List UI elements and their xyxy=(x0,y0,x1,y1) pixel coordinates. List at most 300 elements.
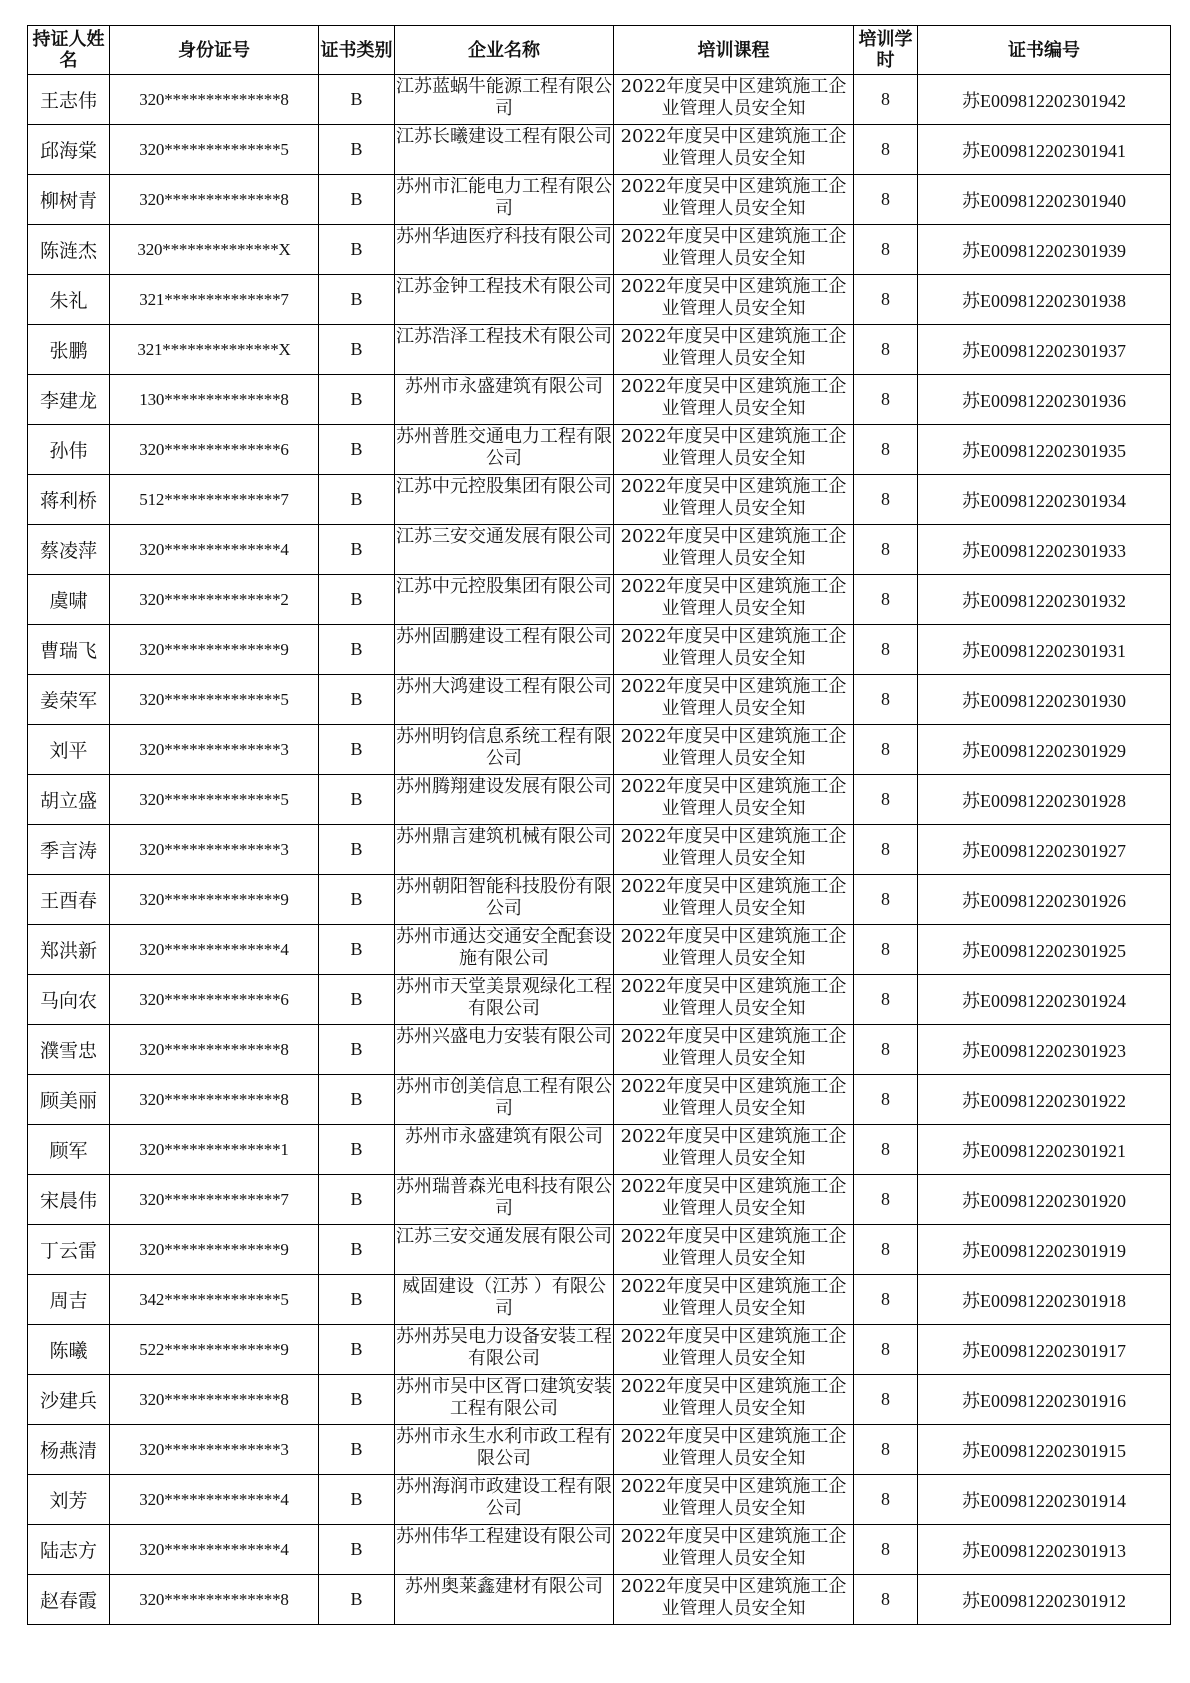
cert-type-cell: B xyxy=(319,175,395,225)
holder-name-cell: 沙建兵 xyxy=(28,1375,110,1425)
company-cell-text: 江苏中元控股集团有限公司 xyxy=(396,476,612,497)
company-cell xyxy=(395,1025,614,1075)
id-number-cell: 320**************8 xyxy=(110,1575,319,1625)
cert-number-cell: 苏E009812202301921 xyxy=(918,1125,1171,1175)
company-cell xyxy=(395,75,614,125)
course-cell-text: 2022年度吴中区建筑施工企业管理人员安全知 xyxy=(620,276,847,319)
table-row xyxy=(28,125,1171,175)
holder-name-cell: 濮雪忠 xyxy=(28,1025,110,1075)
hours-cell: 8 xyxy=(854,1525,918,1575)
id-number-cell: 320**************3 xyxy=(110,1425,319,1475)
holder-name-cell: 刘芳 xyxy=(28,1475,110,1525)
id-number-cell: 320**************3 xyxy=(110,825,319,875)
course-cell-text: 2022年度吴中区建筑施工企业管理人员安全知 xyxy=(620,576,847,619)
hours-cell: 8 xyxy=(854,825,918,875)
course-cell xyxy=(614,1075,854,1125)
hours-cell: 8 xyxy=(854,1225,918,1275)
cert-type-cell: B xyxy=(319,725,395,775)
company-cell xyxy=(395,225,614,275)
holder-name-cell: 杨燕清 xyxy=(28,1425,110,1475)
hours-cell: 8 xyxy=(854,525,918,575)
header-course: 培训课程 xyxy=(614,26,854,75)
holder-name-cell: 柳树青 xyxy=(28,175,110,225)
id-number-cell: 320**************4 xyxy=(110,1525,319,1575)
course-cell-text: 2022年度吴中区建筑施工企业管理人员安全知 xyxy=(620,926,847,969)
holder-name-cell: 陆志方 xyxy=(28,1525,110,1575)
cert-number-cell: 苏E009812202301928 xyxy=(918,775,1171,825)
company-cell xyxy=(395,625,614,675)
table-header-row xyxy=(28,26,1171,75)
table-row xyxy=(28,1025,1171,1075)
course-cell xyxy=(614,1325,854,1375)
cert-type-cell: B xyxy=(319,1375,395,1425)
course-cell-text: 2022年度吴中区建筑施工企业管理人员安全知 xyxy=(620,476,847,519)
cert-number-cell: 苏E009812202301940 xyxy=(918,175,1171,225)
id-number-cell: 320**************8 xyxy=(110,1375,319,1425)
hours-cell: 8 xyxy=(854,325,918,375)
cert-type-cell: B xyxy=(319,775,395,825)
company-cell-text: 苏州市永盛建筑有限公司 xyxy=(405,376,603,397)
cert-number-cell: 苏E009812202301931 xyxy=(918,625,1171,675)
cert-type-cell: B xyxy=(319,1275,395,1325)
cert-type-cell: B xyxy=(319,875,395,925)
hours-cell: 8 xyxy=(854,725,918,775)
hours-cell: 8 xyxy=(854,775,918,825)
holder-name-cell: 陈曦 xyxy=(28,1325,110,1375)
id-number-cell: 320**************X xyxy=(110,225,319,275)
company-cell-text: 江苏金钟工程技术有限公司 xyxy=(396,276,612,297)
company-cell-text: 苏州朝阳智能科技股份有限公司 xyxy=(396,876,612,919)
table-row xyxy=(28,75,1171,125)
hours-cell: 8 xyxy=(854,925,918,975)
holder-name-cell: 刘平 xyxy=(28,725,110,775)
course-cell xyxy=(614,425,854,475)
company-cell xyxy=(395,325,614,375)
course-cell xyxy=(614,1575,854,1625)
cert-number-cell: 苏E009812202301936 xyxy=(918,375,1171,425)
id-number-cell: 512**************7 xyxy=(110,475,319,525)
holder-name-cell: 姜荣军 xyxy=(28,675,110,725)
table-row xyxy=(28,925,1171,975)
company-cell-text: 苏州苏吴电力设备安装工程有限公司 xyxy=(396,1326,612,1369)
cert-type-cell: B xyxy=(319,425,395,475)
certificate-table xyxy=(27,25,1171,1625)
header-company: 企业名称 xyxy=(395,26,614,75)
cert-type-cell: B xyxy=(319,1525,395,1575)
company-cell xyxy=(395,1325,614,1375)
id-number-cell: 320**************5 xyxy=(110,675,319,725)
company-cell-text: 江苏蓝蜗牛能源工程有限公司 xyxy=(396,76,612,119)
cert-number-cell: 苏E009812202301924 xyxy=(918,975,1171,1025)
course-cell-text: 2022年度吴中区建筑施工企业管理人员安全知 xyxy=(620,526,847,569)
company-cell-text: 江苏长曦建设工程有限公司 xyxy=(396,126,612,147)
company-cell xyxy=(395,125,614,175)
cert-type-cell: B xyxy=(319,1475,395,1525)
holder-name-cell: 王志伟 xyxy=(28,75,110,125)
cert-number-cell: 苏E009812202301933 xyxy=(918,525,1171,575)
course-cell xyxy=(614,1125,854,1175)
course-cell-text: 2022年度吴中区建筑施工企业管理人员安全知 xyxy=(620,226,847,269)
company-cell-text: 苏州兴盛电力安装有限公司 xyxy=(396,1026,612,1047)
header-holder-name: 持证人姓名 xyxy=(28,26,110,75)
hours-cell: 8 xyxy=(854,1075,918,1125)
hours-cell: 8 xyxy=(854,75,918,125)
company-cell-text: 苏州海润市政建设工程有限公司 xyxy=(396,1476,612,1519)
holder-name-cell: 顾美丽 xyxy=(28,1075,110,1125)
course-cell xyxy=(614,675,854,725)
id-number-cell: 320**************4 xyxy=(110,525,319,575)
company-cell xyxy=(395,375,614,425)
cert-type-cell: B xyxy=(319,525,395,575)
id-number-cell: 342**************5 xyxy=(110,1275,319,1325)
table-row xyxy=(28,1175,1171,1225)
table-row xyxy=(28,1575,1171,1625)
hours-cell: 8 xyxy=(854,875,918,925)
header-cert-number: 证书编号 xyxy=(918,26,1171,75)
cert-type-cell: B xyxy=(319,625,395,675)
id-number-cell: 320**************5 xyxy=(110,125,319,175)
table-body xyxy=(28,75,1171,1625)
course-cell xyxy=(614,1425,854,1475)
company-cell-text: 苏州伟华工程建设有限公司 xyxy=(396,1526,612,1547)
id-number-cell: 320**************1 xyxy=(110,1125,319,1175)
hours-cell: 8 xyxy=(854,475,918,525)
course-cell xyxy=(614,475,854,525)
course-cell xyxy=(614,1375,854,1425)
cert-number-cell: 苏E009812202301938 xyxy=(918,275,1171,325)
course-cell xyxy=(614,1175,854,1225)
cert-number-cell: 苏E009812202301927 xyxy=(918,825,1171,875)
course-cell xyxy=(614,375,854,425)
id-number-cell: 320**************6 xyxy=(110,425,319,475)
cert-number-cell: 苏E009812202301930 xyxy=(918,675,1171,725)
holder-name-cell: 马向农 xyxy=(28,975,110,1025)
table-row xyxy=(28,175,1171,225)
course-cell xyxy=(614,175,854,225)
company-cell xyxy=(395,1075,614,1125)
course-cell xyxy=(614,575,854,625)
cert-type-cell: B xyxy=(319,1225,395,1275)
cert-number-cell: 苏E009812202301929 xyxy=(918,725,1171,775)
holder-name-cell: 朱礼 xyxy=(28,275,110,325)
table-row xyxy=(28,1075,1171,1125)
cert-type-cell: B xyxy=(319,1075,395,1125)
table-row xyxy=(28,1475,1171,1525)
company-cell xyxy=(395,1125,614,1175)
table-row xyxy=(28,575,1171,625)
course-cell-text: 2022年度吴中区建筑施工企业管理人员安全知 xyxy=(620,126,847,169)
hours-cell: 8 xyxy=(854,375,918,425)
cert-type-cell: B xyxy=(319,575,395,625)
id-number-cell: 130**************8 xyxy=(110,375,319,425)
table-row xyxy=(28,225,1171,275)
id-number-cell: 320**************8 xyxy=(110,75,319,125)
company-cell-text: 苏州市创美信息工程有限公司 xyxy=(396,1076,612,1119)
cert-type-cell: B xyxy=(319,1025,395,1075)
cert-number-cell: 苏E009812202301912 xyxy=(918,1575,1171,1625)
hours-cell: 8 xyxy=(854,975,918,1025)
company-cell xyxy=(395,875,614,925)
company-cell xyxy=(395,475,614,525)
hours-cell: 8 xyxy=(854,1375,918,1425)
company-cell xyxy=(395,1475,614,1525)
company-cell-text: 江苏三安交通发展有限公司 xyxy=(396,526,612,547)
holder-name-cell: 蒋利桥 xyxy=(28,475,110,525)
company-cell-text: 江苏三安交通发展有限公司 xyxy=(396,1226,612,1247)
holder-name-cell: 赵春霞 xyxy=(28,1575,110,1625)
cert-type-cell: B xyxy=(319,225,395,275)
course-cell-text: 2022年度吴中区建筑施工企业管理人员安全知 xyxy=(620,176,847,219)
course-cell xyxy=(614,1525,854,1575)
hours-cell: 8 xyxy=(854,125,918,175)
table-row xyxy=(28,875,1171,925)
cert-number-cell: 苏E009812202301914 xyxy=(918,1475,1171,1525)
id-number-cell: 320**************4 xyxy=(110,925,319,975)
table-row xyxy=(28,275,1171,325)
cert-number-cell: 苏E009812202301937 xyxy=(918,325,1171,375)
holder-name-cell: 王酉春 xyxy=(28,875,110,925)
table-row xyxy=(28,1375,1171,1425)
id-number-cell: 321**************7 xyxy=(110,275,319,325)
hours-cell: 8 xyxy=(854,1325,918,1375)
company-cell xyxy=(395,775,614,825)
course-cell xyxy=(614,125,854,175)
course-cell-text: 2022年度吴中区建筑施工企业管理人员安全知 xyxy=(620,1526,847,1569)
holder-name-cell: 虞啸 xyxy=(28,575,110,625)
cert-number-cell: 苏E009812202301917 xyxy=(918,1325,1171,1375)
course-cell xyxy=(614,1275,854,1325)
company-cell xyxy=(395,675,614,725)
company-cell-text: 苏州固鹏建设工程有限公司 xyxy=(396,626,612,647)
id-number-cell: 320**************9 xyxy=(110,875,319,925)
course-cell-text: 2022年度吴中区建筑施工企业管理人员安全知 xyxy=(620,1126,847,1169)
id-number-cell: 320**************2 xyxy=(110,575,319,625)
cert-number-cell: 苏E009812202301918 xyxy=(918,1275,1171,1325)
company-cell-text: 苏州明钧信息系统工程有限公司 xyxy=(396,726,612,769)
course-cell-text: 2022年度吴中区建筑施工企业管理人员安全知 xyxy=(620,876,847,919)
cert-type-cell: B xyxy=(319,1125,395,1175)
hours-cell: 8 xyxy=(854,1425,918,1475)
cert-type-cell: B xyxy=(319,1175,395,1225)
course-cell xyxy=(614,275,854,325)
id-number-cell: 320**************7 xyxy=(110,1175,319,1225)
holder-name-cell: 胡立盛 xyxy=(28,775,110,825)
table-row xyxy=(28,475,1171,525)
cert-type-cell: B xyxy=(319,125,395,175)
cert-number-cell: 苏E009812202301932 xyxy=(918,575,1171,625)
company-cell-text: 江苏浩泽工程技术有限公司 xyxy=(396,326,612,347)
id-number-cell: 320**************3 xyxy=(110,725,319,775)
company-cell xyxy=(395,575,614,625)
id-number-cell: 522**************9 xyxy=(110,1325,319,1375)
cert-type-cell: B xyxy=(319,275,395,325)
company-cell-text: 苏州华迪医疗科技有限公司 xyxy=(396,226,612,247)
company-cell-text: 苏州市吴中区胥口建筑安装工程有限公司 xyxy=(396,1376,612,1419)
cert-number-cell: 苏E009812202301913 xyxy=(918,1525,1171,1575)
table-row xyxy=(28,675,1171,725)
hours-cell: 8 xyxy=(854,575,918,625)
company-cell xyxy=(395,925,614,975)
cert-type-cell: B xyxy=(319,975,395,1025)
table-row xyxy=(28,725,1171,775)
id-number-cell: 320**************4 xyxy=(110,1475,319,1525)
course-cell-text: 2022年度吴中区建筑施工企业管理人员安全知 xyxy=(620,1176,847,1219)
course-cell xyxy=(614,1475,854,1525)
cert-number-cell: 苏E009812202301919 xyxy=(918,1225,1171,1275)
header-hours: 培训学时 xyxy=(854,26,918,75)
table-row xyxy=(28,1225,1171,1275)
course-cell xyxy=(614,775,854,825)
company-cell xyxy=(395,1575,614,1625)
company-cell xyxy=(395,1525,614,1575)
company-cell-text: 苏州鼎言建筑机械有限公司 xyxy=(396,826,612,847)
company-cell xyxy=(395,275,614,325)
cert-type-cell: B xyxy=(319,925,395,975)
id-number-cell: 320**************6 xyxy=(110,975,319,1025)
course-cell-text: 2022年度吴中区建筑施工企业管理人员安全知 xyxy=(620,776,847,819)
holder-name-cell: 周吉 xyxy=(28,1275,110,1325)
holder-name-cell: 季言涛 xyxy=(28,825,110,875)
company-cell xyxy=(395,525,614,575)
company-cell-text: 苏州瑞普森光电科技有限公司 xyxy=(396,1176,612,1219)
cert-type-cell: B xyxy=(319,675,395,725)
table-row xyxy=(28,975,1171,1025)
course-cell xyxy=(614,975,854,1025)
company-cell-text: 苏州市通达交通安全配套设施有限公司 xyxy=(396,926,612,969)
company-cell-text: 威固建设（江苏 ）有限公司 xyxy=(402,1276,606,1319)
course-cell-text: 2022年度吴中区建筑施工企业管理人员安全知 xyxy=(620,1576,847,1619)
holder-name-cell: 蔡凌萍 xyxy=(28,525,110,575)
holder-name-cell: 张鹏 xyxy=(28,325,110,375)
course-cell-text: 2022年度吴中区建筑施工企业管理人员安全知 xyxy=(620,626,847,669)
company-cell xyxy=(395,975,614,1025)
course-cell-text: 2022年度吴中区建筑施工企业管理人员安全知 xyxy=(620,1476,847,1519)
id-number-cell: 320**************5 xyxy=(110,775,319,825)
holder-name-cell: 邱海棠 xyxy=(28,125,110,175)
table-row xyxy=(28,625,1171,675)
course-cell xyxy=(614,1025,854,1075)
course-cell-text: 2022年度吴中区建筑施工企业管理人员安全知 xyxy=(620,1076,847,1119)
company-cell xyxy=(395,825,614,875)
holder-name-cell: 孙伟 xyxy=(28,425,110,475)
cert-type-cell: B xyxy=(319,325,395,375)
table-row xyxy=(28,425,1171,475)
course-cell-text: 2022年度吴中区建筑施工企业管理人员安全知 xyxy=(620,326,847,369)
course-cell-text: 2022年度吴中区建筑施工企业管理人员安全知 xyxy=(620,826,847,869)
table-row xyxy=(28,1525,1171,1575)
holder-name-cell: 宋晨伟 xyxy=(28,1175,110,1225)
table-row xyxy=(28,525,1171,575)
table-row xyxy=(28,1125,1171,1175)
course-cell-text: 2022年度吴中区建筑施工企业管理人员安全知 xyxy=(620,676,847,719)
holder-name-cell: 陈涟杰 xyxy=(28,225,110,275)
course-cell-text: 2022年度吴中区建筑施工企业管理人员安全知 xyxy=(620,1376,847,1419)
company-cell-text: 苏州普胜交通电力工程有限公司 xyxy=(396,426,612,469)
company-cell xyxy=(395,1375,614,1425)
cert-number-cell: 苏E009812202301925 xyxy=(918,925,1171,975)
table-row xyxy=(28,1325,1171,1375)
course-cell-text: 2022年度吴中区建筑施工企业管理人员安全知 xyxy=(620,976,847,1019)
company-cell-text: 江苏中元控股集团有限公司 xyxy=(396,576,612,597)
hours-cell: 8 xyxy=(854,1175,918,1225)
table-row xyxy=(28,325,1171,375)
course-cell xyxy=(614,625,854,675)
company-cell xyxy=(395,1275,614,1325)
course-cell-text: 2022年度吴中区建筑施工企业管理人员安全知 xyxy=(620,1276,847,1319)
cert-number-cell: 苏E009812202301926 xyxy=(918,875,1171,925)
table-row xyxy=(28,375,1171,425)
cert-type-cell: B xyxy=(319,1325,395,1375)
id-number-cell: 321**************X xyxy=(110,325,319,375)
hours-cell: 8 xyxy=(854,175,918,225)
header-cert-type: 证书类别 xyxy=(319,26,395,75)
course-cell-text: 2022年度吴中区建筑施工企业管理人员安全知 xyxy=(620,1426,847,1469)
course-cell-text: 2022年度吴中区建筑施工企业管理人员安全知 xyxy=(620,376,847,419)
company-cell-text: 苏州市永盛建筑有限公司 xyxy=(405,1126,603,1147)
course-cell xyxy=(614,1225,854,1275)
holder-name-cell: 曹瑞飞 xyxy=(28,625,110,675)
course-cell-text: 2022年度吴中区建筑施工企业管理人员安全知 xyxy=(620,76,847,119)
company-cell-text: 苏州大鸿建设工程有限公司 xyxy=(396,676,612,697)
holder-name-cell: 丁云雷 xyxy=(28,1225,110,1275)
id-number-cell: 320**************9 xyxy=(110,1225,319,1275)
company-cell xyxy=(395,1225,614,1275)
cert-type-cell: B xyxy=(319,1425,395,1475)
course-cell xyxy=(614,225,854,275)
id-number-cell: 320**************8 xyxy=(110,175,319,225)
table-row xyxy=(28,825,1171,875)
holder-name-cell: 郑洪新 xyxy=(28,925,110,975)
course-cell xyxy=(614,325,854,375)
course-cell-text: 2022年度吴中区建筑施工企业管理人员安全知 xyxy=(620,1326,847,1369)
hours-cell: 8 xyxy=(854,1275,918,1325)
company-cell-text: 苏州腾翔建设发展有限公司 xyxy=(396,776,612,797)
holder-name-cell: 李建龙 xyxy=(28,375,110,425)
cert-number-cell: 苏E009812202301920 xyxy=(918,1175,1171,1225)
cert-number-cell: 苏E009812202301934 xyxy=(918,475,1171,525)
header-id-number: 身份证号 xyxy=(110,26,319,75)
company-cell xyxy=(395,425,614,475)
cert-type-cell: B xyxy=(319,75,395,125)
course-cell-text: 2022年度吴中区建筑施工企业管理人员安全知 xyxy=(620,1226,847,1269)
hours-cell: 8 xyxy=(854,1575,918,1625)
company-cell xyxy=(395,725,614,775)
course-cell xyxy=(614,725,854,775)
company-cell-text: 苏州市汇能电力工程有限公司 xyxy=(396,176,612,219)
hours-cell: 8 xyxy=(854,225,918,275)
course-cell-text: 2022年度吴中区建筑施工企业管理人员安全知 xyxy=(620,1026,847,1069)
course-cell xyxy=(614,925,854,975)
cert-number-cell: 苏E009812202301935 xyxy=(918,425,1171,475)
cert-number-cell: 苏E009812202301916 xyxy=(918,1375,1171,1425)
course-cell-text: 2022年度吴中区建筑施工企业管理人员安全知 xyxy=(620,426,847,469)
hours-cell: 8 xyxy=(854,675,918,725)
course-cell-text: 2022年度吴中区建筑施工企业管理人员安全知 xyxy=(620,726,847,769)
hours-cell: 8 xyxy=(854,425,918,475)
course-cell xyxy=(614,525,854,575)
cert-number-cell: 苏E009812202301922 xyxy=(918,1075,1171,1125)
company-cell-text: 苏州市永生水利市政工程有限公司 xyxy=(396,1426,612,1469)
cert-number-cell: 苏E009812202301941 xyxy=(918,125,1171,175)
table-row xyxy=(28,775,1171,825)
cert-type-cell: B xyxy=(319,825,395,875)
table-row xyxy=(28,1425,1171,1475)
company-cell-text: 苏州奥莱鑫建材有限公司 xyxy=(405,1576,603,1597)
holder-name-cell: 顾军 xyxy=(28,1125,110,1175)
cert-number-cell: 苏E009812202301923 xyxy=(918,1025,1171,1075)
id-number-cell: 320**************8 xyxy=(110,1075,319,1125)
cert-number-cell: 苏E009812202301939 xyxy=(918,225,1171,275)
